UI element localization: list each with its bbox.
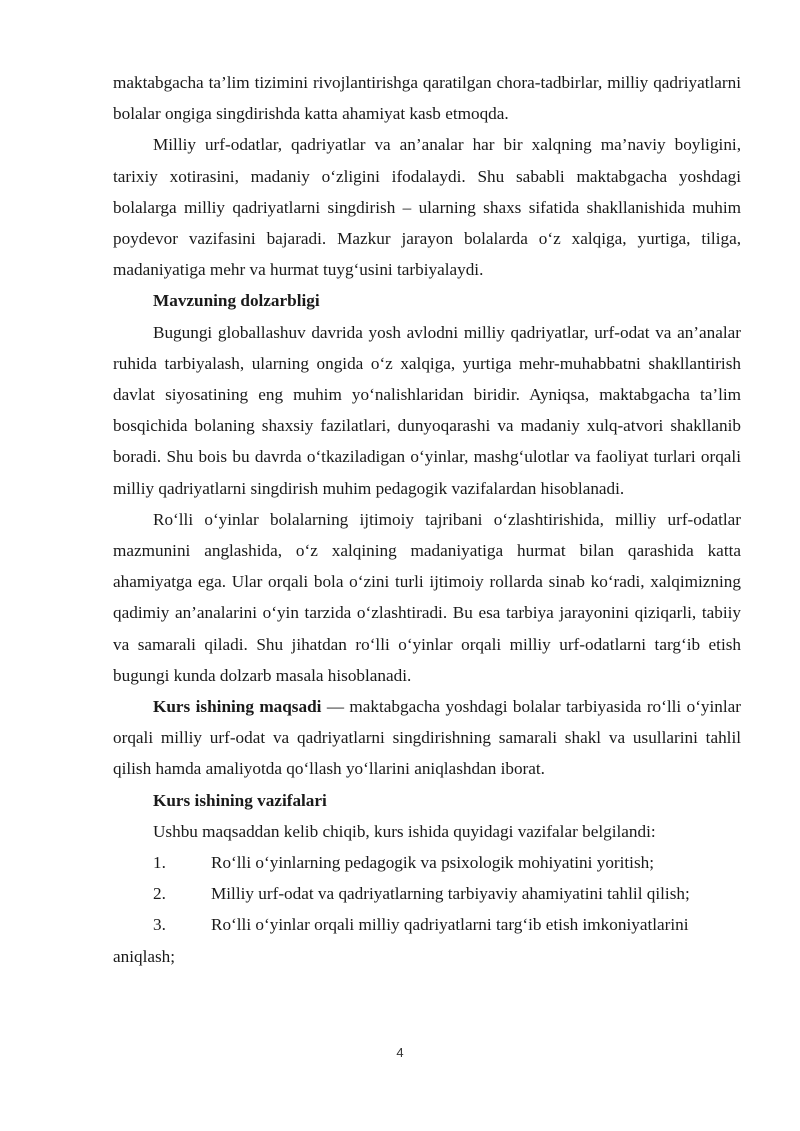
task-number: 1. (153, 853, 166, 873)
task-text: Milliy urf-odat va qadriyatlarning tarbiyaviy ahamiyatini tahlil qilish; (211, 884, 690, 904)
task-item-1 (153, 847, 741, 878)
task-number: 3. (153, 915, 166, 935)
task-text: Ro‘lli o‘yinlar orqali milliy qadriyatlarni targ‘ib etish imkoniyatlarini (211, 915, 689, 935)
goal-label: Kurs ishining maqsadi (153, 697, 322, 717)
heading-tasks: Kurs ishining vazifalari (153, 790, 327, 810)
paragraph-intro-end: maktabgacha ta’lim tizimini rivojlantirishga qaratilgan chora-tadbirlar, milliy qadriyatlarni bolalar ongiga singdirishda katta ahamiyat kasb etmoqda. (113, 73, 741, 124)
task-number: 2. (153, 884, 166, 904)
task-text: Ro‘lli o‘yinlarning pedagogik va psixologik mohiyatini yoritish; (211, 853, 655, 873)
goal-text: — maktabgacha yoshdagi bolalar tarbiyasida ro‘lli o‘yinlar orqali milliy urf-odat va qadriyatlarni singdirishning samarali shakl va usullarini tahlil qilish hamda amaliyotda qo‘llash yo‘llarini aniqlashdan iborat. (113, 697, 742, 779)
paragraph-globalization: Bugungi globallashuv davrida yosh avlodni milliy qadriyatlar, urf-odat va an’analar ruhida tarbiyalash, ularning ongida o‘z xalqiga, yurtiga mehr-muhabbatni shakllantirish davlat siyosatining eng muhim yo‘nalishlaridan biridir. Ayniqsa, maktabgacha ta’lim bosqichida bolaning shaxsiy fazilatlari, dunyoqarashi va madaniy xulq-atvori shakllanib boradi. Shu bois bu davrda o‘tkaziladigan o‘yinlar, mashg‘ulotlar va faoliyat turlari orqali milliy qadriyatlarni singdirish muhim pedagogik vazifalardan hisoblanadi. (113, 322, 741, 498)
page-number: 4 (396, 1045, 404, 1060)
paragraph-values: Milliy urf-odatlar, qadriyatlar va an’analar har bir xalqning ma’naviy boyligini, tarixiy xotirasini, madaniy o‘zligini ifodalaydi. Shu sababli maktabgacha yoshdagi bolalarga milliy qadriyatlarni singdirish – ularning shaxs sifatida shakllanishida muhim poydevor vazifasini bajaradi. Mazkur jarayon bolalarda o‘z xalqiga, yurtiga, tiliga, madaniyatiga mehr va hurmat tuyg‘usini tarbiyalaydi. (113, 135, 741, 280)
heading-relevance: Mavzuning dolzarbligi (153, 291, 320, 311)
tasks-intro: Ushbu maqsaddan kelib chiqib, kurs ishida quyidagi vazifalar belgilandi: (153, 821, 656, 841)
task-item-3 (153, 909, 741, 940)
paragraph-goal (113, 691, 741, 785)
task-item-2 (153, 878, 741, 909)
task-3-continuation: aniqlash; (113, 946, 176, 966)
paragraph-role-games: Ro‘lli o‘yinlar bolalarning ijtimoiy tajribani o‘zlashtirishida, milliy urf-odatlar mazmunini anglashida, o‘z xalqining madaniyatiga hurmat bilan qarashida katta ahamiyatga ega. Ular orqali bola o‘zini turli ijtimoiy rollarda sinab ko‘radi, xalqimizning qadimiy an’analarini o‘yin tarzida o‘zlashtiradi. Bu esa tarbiya jarayonini qiziqarli, tabiiy va samarali qiladi. Shu jihatdan ro‘lli o‘yinlar orqali milliy urf-odatlarni targ‘ib etish bugungi kunda dolzarb masala hisoblanadi. (113, 509, 741, 685)
body-text (113, 67, 741, 972)
